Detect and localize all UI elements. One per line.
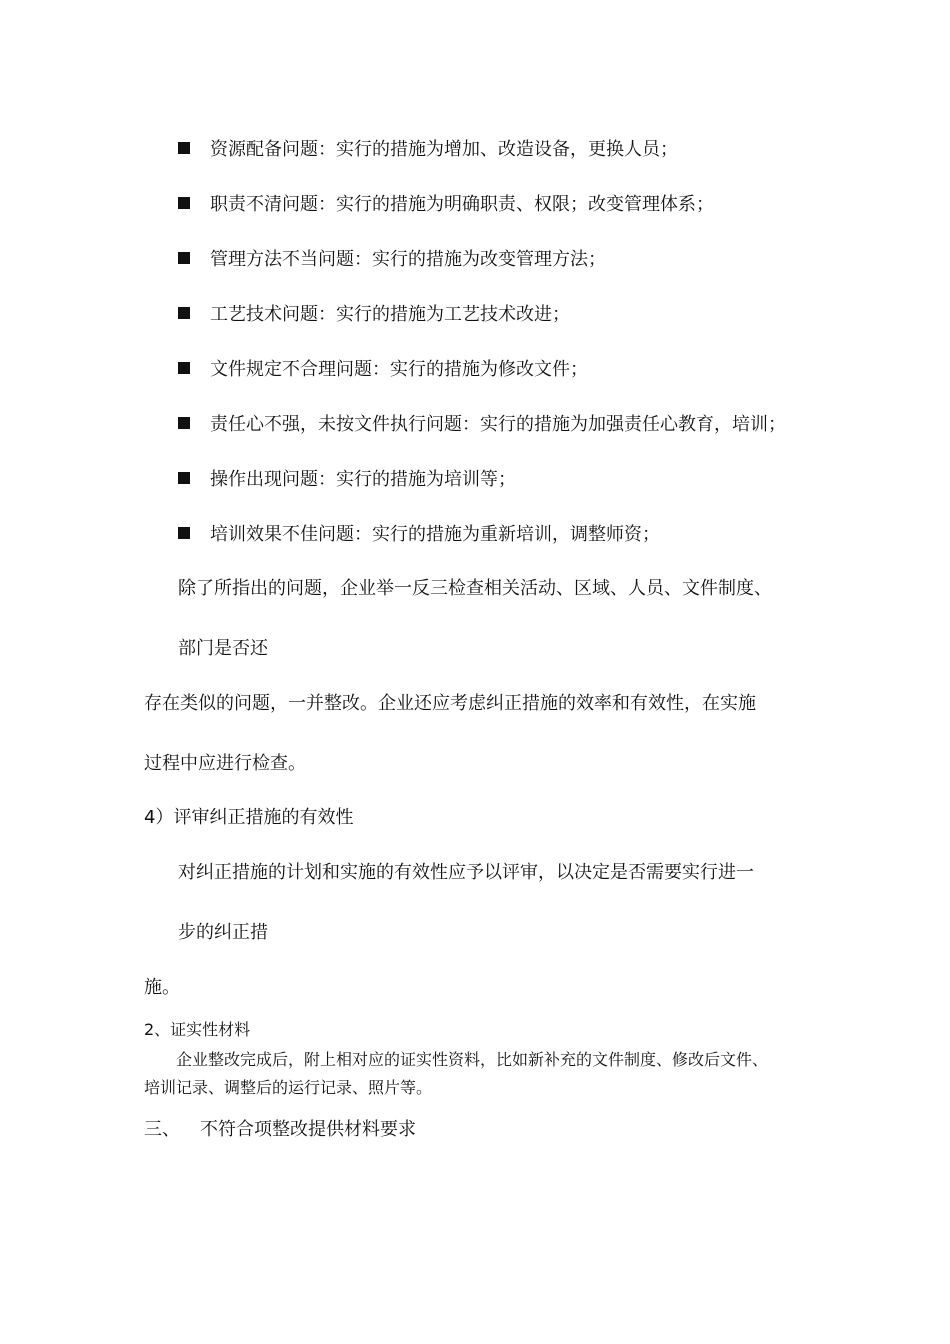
paragraph-line: 过程中应进行检查。 [144,753,306,774]
section-heading: 2、证实性材料 [144,1020,251,1039]
square-bullet-icon [178,417,190,429]
square-bullet-icon [178,527,190,539]
square-bullet-icon [178,252,190,264]
list-item: 工艺技术问题：实行的措施为工艺技术改进； [178,303,570,327]
list-item: 文件规定不合理问题：实行的措施为修改文件； [178,358,588,382]
square-bullet-icon [178,197,190,209]
list-item: 责任心不强，未按文件执行问题：实行的措施为加强责任心教育，培训； [178,413,786,437]
list-item: 培训效果不佳问题：实行的措施为重新培训，调整师资； [178,523,660,547]
section-heading: 4）评审纠正措施的有效性 [144,807,354,828]
list-item: 资源配备问题：实行的措施为增加、改造设备，更换人员； [178,138,678,162]
paragraph-line: 存在类似的问题，一并整改。企业还应考虑纠正措施的效率和有效性，在实施 [144,693,756,714]
square-bullet-icon [178,472,190,484]
paragraph-line: 施。 [144,977,180,998]
square-bullet-icon [178,307,190,319]
list-item: 管理方法不当问题：实行的措施为改变管理方法； [178,248,606,272]
square-bullet-icon [178,362,190,374]
section-heading-requirements [0,1118,950,1142]
paragraph-line: 部门是否还 [178,638,268,659]
square-bullet-icon [178,142,190,154]
list-item: 操作出现问题：实行的措施为培训等； [178,468,516,492]
paragraph-line: 企业整改完成后，附上相对应的证实性资料，比如新补充的文件制度、修改后文件、 [176,1050,769,1069]
section-title: 不符合项整改提供材料要求 [200,1119,416,1140]
paragraph-line: 步的纠正措 [178,922,268,943]
list-item: 职责不清问题：实行的措施为明确职责、权限；改变管理体系； [178,193,714,217]
paragraph-line: 对纠正措施的计划和实施的有效性应予以评审，以决定是否需要实行进一 [178,862,754,883]
paragraph-line: 除了所指出的问题，企业举一反三检查相关活动、区域、人员、文件制度、 [178,578,772,599]
section-number: 三、 [144,1119,180,1140]
paragraph-line: 培训记录、调整后的运行记录、照片等。 [144,1078,433,1097]
